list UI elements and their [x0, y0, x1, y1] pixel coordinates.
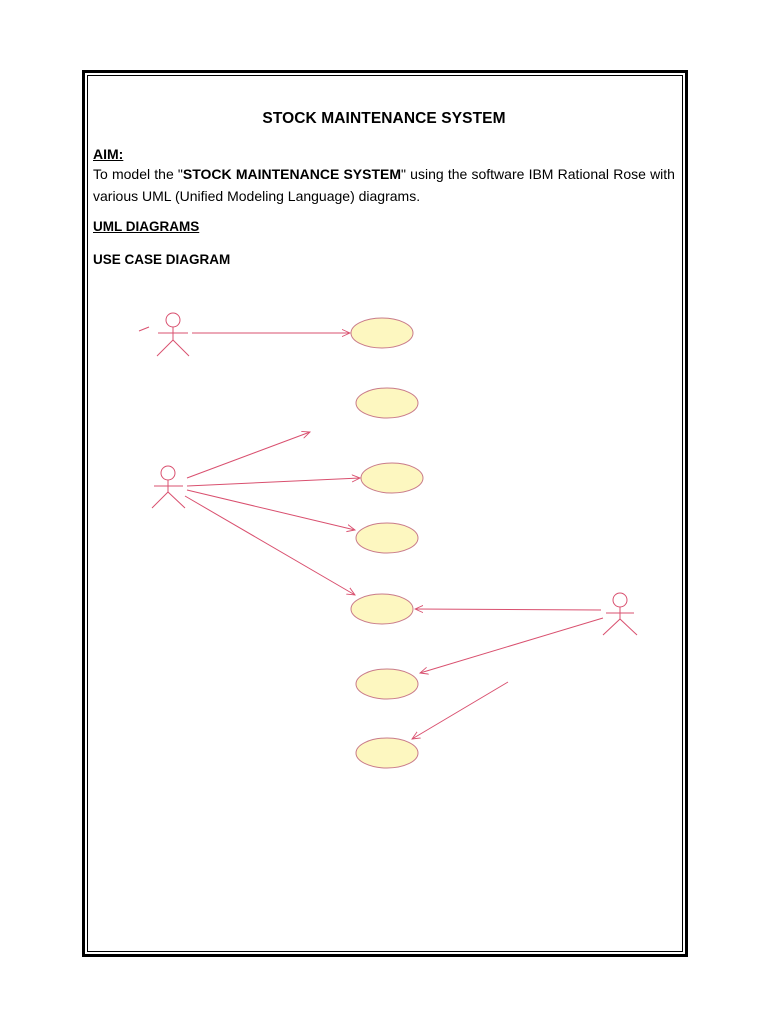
use-case-ellipse-5: [351, 594, 413, 624]
use-case-ellipse-1: [351, 318, 413, 348]
uml-diagrams-heading: UML DIAGRAMS: [93, 219, 200, 234]
aim-text-after: " using the software IBM Rational Rose with various UML (Unified Modeling Language) diagrams.: [93, 166, 675, 204]
association-actor2-usecase3: [187, 478, 360, 486]
actor-1-figure: [139, 313, 189, 356]
use-case-ellipse-6: [356, 669, 418, 699]
aim-text-bold: STOCK MAINTENANCE SYSTEM: [182, 166, 402, 182]
association-to-usecase7: [412, 682, 508, 739]
actor-3-figure: [603, 593, 637, 635]
association-actor2-usecase4: [187, 490, 355, 530]
aim-label: AIM:: [93, 146, 124, 162]
document-title: STOCK MAINTENANCE SYSTEM: [262, 110, 506, 127]
use-case-ellipse-3: [361, 463, 423, 493]
use-case-diagram-heading: USE CASE DIAGRAM: [93, 252, 231, 267]
association-actor2-usecase5: [185, 496, 355, 595]
actor-2-figure: [152, 466, 185, 508]
association-actor3-usecase6: [420, 618, 603, 673]
use-case-ellipse-7: [356, 738, 418, 768]
association-actor3-usecase5: [415, 609, 601, 610]
aim-text-before: To model the ": [93, 166, 183, 182]
use-case-ellipse-4: [356, 523, 418, 553]
association-actor2-usecase2: [187, 432, 310, 478]
use-case-ellipse-2: [356, 388, 418, 418]
